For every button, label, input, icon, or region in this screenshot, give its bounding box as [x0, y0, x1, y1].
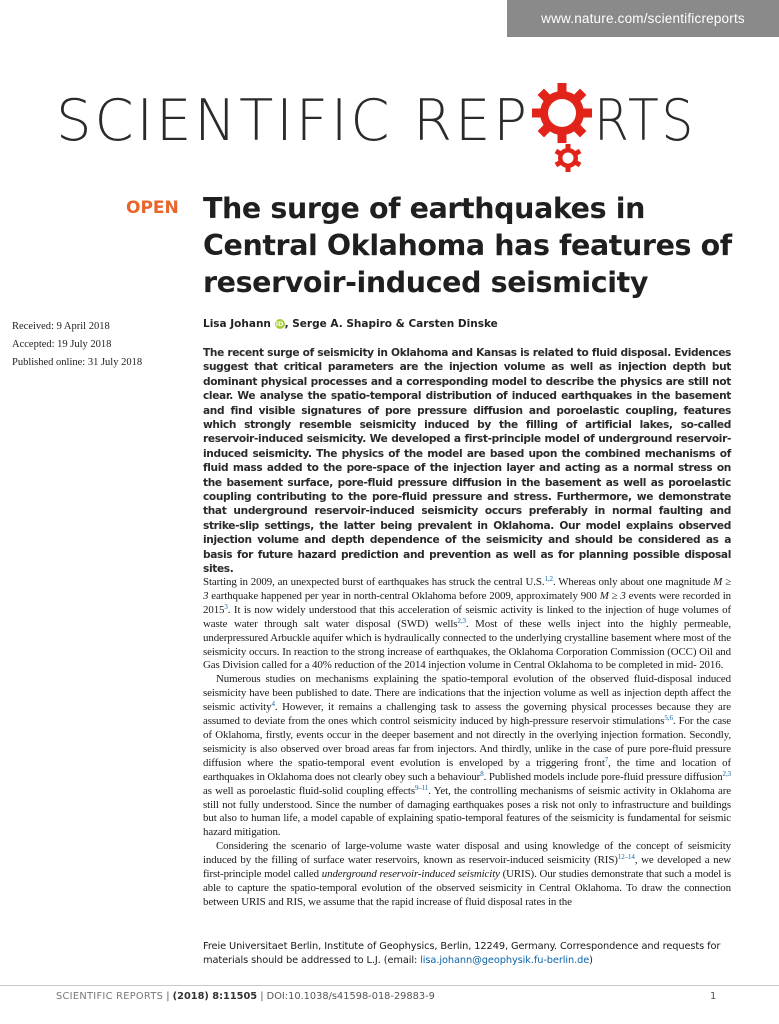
citation-link[interactable]: 9–11 [414, 783, 429, 792]
citation-link[interactable]: 7 [604, 755, 609, 764]
citation-link[interactable]: 8 [480, 769, 484, 778]
journal-logo [56, 86, 696, 176]
body-paragraph-3: Considering the scenario of large-volume waste water disposal and using knowledge of the concept of seismicity induced by the filling of surface water reservoirs, known as reservoir-induced seismicity (RIS)$^{12-14}$, we developed a new first-principle model called underground reservoir-induced seismicity (URIS). Our studies demonstrate that such a model is able to capture the spatio-temporal evolution of the observed seismicity in Central Oklahoma. To draw the connection between URIS and RIS, we assume that the rapid increase of fluid disposal rates in the [203, 840, 731, 908]
citation-link[interactable]: 2,3 [457, 616, 466, 625]
footer-doi[interactable]: DOI:10.1038/s41598-018-29883-9 [266, 991, 435, 1002]
article-title: The surge of earthquakes in Central Oklahoma has features of reservoir-induced seismicity [203, 192, 732, 299]
open-access-label: OPEN [126, 198, 179, 218]
body-paragraph-2: Numerous studies on mechanisms explaining the spatio-temporal evolution of the observed fluid-disposal induced seismicity have been published to date. There are indications that the injection volume as well as injection depth affect the seismic activity$^4$. However, it remains a challenging task to assess the governing physical processes because they are assumed to deviate from the ones which control seismicity induced by high-pressure reservoir stimulations$^{5,6}$. For the case of Oklahoma, firstly, events occur in the deeper basement and not directly in the overlying injection formation. Secondly, seismicity is also observed over broad areas far from injectors. And thirdly, unlike in the case of pure pore-fluid pressure diffusion where the spatio-temporal event evolution is enveloped by a triggering front$^7$, the time and location of earthquakes in Oklahoma does not clearly obey such a behaviour$^8$. Published models include pore-fluid pressure diffusion$^{2,3}$ as well as poroelastic fluid-solid coupling effects$^{9-11}$. Yet, the controlling mechanisms of seismic activity in Oklahoma are still not fully understood. Since the number of damaging earthquakes poses a risk not only to infrastructure and buildings but also to human life, a model capable of explaining spatio-temporal features of the seismicity is fundamental for seismic hazard mitigation. [203, 673, 732, 839]
main-text [203, 576, 731, 910]
footer-journal-name: SCIENTIFIC REPORTS [56, 991, 164, 1002]
footer-divider [0, 985, 779, 986]
page-footer: SCIENTIFIC REPORTS | (2018) 8:11505 | DOI:10.1038/s41598-018-29883-9 [56, 991, 435, 1002]
author-list [203, 318, 498, 330]
citation-link[interactable]: 5,6 [664, 714, 673, 723]
citation-link[interactable]: 12–14 [617, 853, 635, 862]
logo-text-right: RTS [594, 88, 696, 154]
correspondence-email-link[interactable]: lisa.johann@geophysik.fu-berlin.de [420, 955, 590, 966]
logo-text-left: SCIENTIFIC REP [56, 88, 530, 154]
citation-link[interactable]: 2,3 [722, 769, 731, 778]
affiliation-note: Freie Universitaet Berlin, Institute of Geophysics, Berlin, 12249, Germany. Correspondence and requests for materials should be addressed to L.J. (email: lisa.johann@geophysik.fu-berlin.de) [203, 941, 721, 966]
author-lisa-johann[interactable]: Lisa Johann [203, 318, 271, 330]
article-dates [12, 318, 192, 372]
published-date: Published online: 31 July 2018 [12, 357, 143, 368]
page-number: 1 [710, 991, 717, 1002]
citation-link[interactable]: 4 [271, 700, 275, 709]
journal-url-banner[interactable]: www.nature.com/scientificreports [507, 0, 779, 37]
footer-volume: (2018) 8:11505 [172, 991, 258, 1002]
abstract: The recent surge of seismicity in Oklahoma and Kansas is related to fluid disposal. Evidences suggest that critical parameters are the injection volume as well as injection depth but dominant physical processes and a corresponding model to describe the physics are still not clear. We analyse the spatio-temporal distribution of induced earthquakes in the basement and find visible signatures of pore pressure diffusion and poroelastic coupling, features which strongly resemble seismicity induced by the filling of artificial lakes, so-called reservoir-induced seismicity. We developed a first-principle model of underground reservoir-induced seismicity. The physics of the model are based upon the combined mechanisms of fluid mass added to the pore-space of the injection layer and acting as a normal stress on the basement surface, pore-fluid pressure diffusion in the basement as well as poroelastic coupling contributing to the pore-fluid pressure and stress. Furthermore, we demonstrate that underground reservoir-induced seismicity occurs preferably in normal faulting and strike-slip settings, the latter being prevalent in Oklahoma. Our model explains observed injection volume and depth dependence of the seismicity and should be considered as a basis for future hazard prediction and prevention as well as for planning possible disposal sites. [203, 347, 731, 576]
body-paragraph-1: Starting in 2009, an unexpected burst of earthquakes has struck the central U.S.$^{1,2}$. Whereas only about one magnitude M ≥ 3 earthquake happened per year in north-central Oklahoma before 2009, approximately 900 M ≥ 3 events were recorded in 2015$^3$. It is now widely understood that this acceleration of seismic activity is linked to the injection of huge volumes of waste water through salt water disposal (SWD) wells$^{2,3}$. Most of these wells inject into the highly permeable, underpressured Arbuckle aquifer which is hydraulically connected to the underlying crystalline basement where most of the seismicity occurs. In reaction to the strong increase of earthquakes, the Oklahoma Corporation Commission (OCC) Oil and Gas Division called for a 40% reduction of the 2014 injection volume in Central Oklahoma to be completed in mid- 2016. [203, 575, 731, 672]
scientific-reports-logo [56, 86, 696, 176]
received-date: Received: 9 April 2018 [12, 321, 110, 332]
orcid-icon[interactable]: iD [275, 320, 284, 328]
citation-link[interactable]: 1,2 [544, 575, 553, 583]
citation-link[interactable]: 3 [224, 602, 228, 611]
other-authors: , Serge A. Shapiro & Carsten Dinske [284, 318, 498, 330]
gear-icon [532, 83, 592, 172]
accepted-date: Accepted: 19 July 2018 [12, 339, 112, 350]
